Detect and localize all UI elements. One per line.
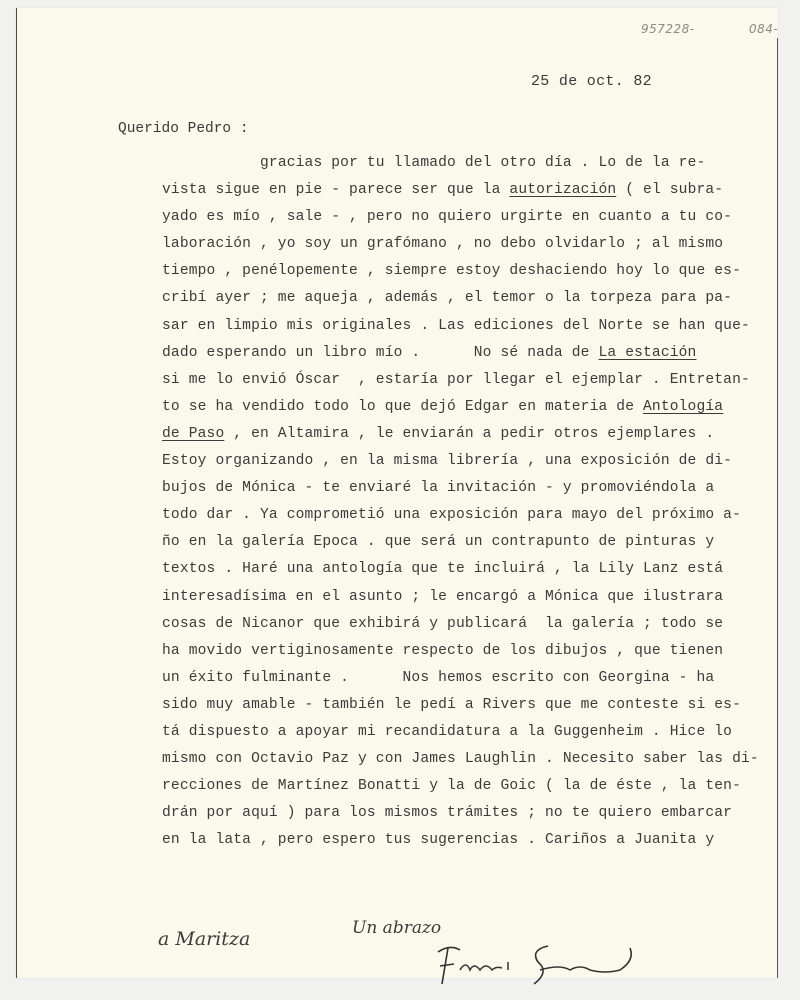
text-line xyxy=(162,475,772,502)
line-text: bujos de Mónica - te enviaré la invitación - y promoviéndola a xyxy=(162,480,715,497)
line-text: ño en la galería Epoca . que será un contrapunto de pinturas y xyxy=(162,534,715,551)
text-line xyxy=(162,611,772,638)
text-line xyxy=(162,231,772,258)
line-text: cribí ayer ; me aqueja , además , el temor o la torpeza para pa- xyxy=(162,290,733,307)
text-line xyxy=(162,502,772,529)
text-line xyxy=(162,313,772,340)
underlined-title: de Paso xyxy=(162,425,225,442)
handwritten-abrazo: Un abrazo xyxy=(352,918,442,938)
line-text: to se ha vendido todo lo que dejó Edgar en materia de xyxy=(162,398,644,415)
line-text: textos . Haré una antología que te incluirá , la Lily Lanz está xyxy=(162,561,724,578)
line-text: todo dar . Ya comprometió una exposición para mayo del próximo a- xyxy=(162,507,741,524)
text-line xyxy=(162,150,772,177)
underlined-title: La estación xyxy=(598,344,697,361)
text-line xyxy=(162,529,772,556)
line-text: dado esperando un libro mío . No sé nada de xyxy=(162,344,599,361)
text-line xyxy=(162,638,772,665)
line-text: un éxito fulminante . Nos hemos escrito con Georgina - ha xyxy=(162,669,715,686)
text-line xyxy=(162,367,772,394)
line-text: recciones de Martínez Bonatti y la de Goic ( la de éste , la ten- xyxy=(162,778,741,795)
text-line xyxy=(162,692,772,719)
line-text: tiempo , penélopemente , siempre estoy deshaciendo hoy lo que es- xyxy=(162,263,741,280)
letter-body xyxy=(162,150,772,854)
line-text: drán por aquí ) para los mismos trámites ; no te quiero embarcar xyxy=(162,805,733,822)
archive-code-folio: 084- xyxy=(749,22,779,36)
text-line xyxy=(162,800,772,827)
text-line xyxy=(162,340,772,367)
text-line xyxy=(162,556,772,583)
line-text: si me lo envió Óscar , estaría por llegar el ejemplar . Entretan- xyxy=(162,371,750,388)
line-text: Estoy organizando , en la misma librería , una exposición de di- xyxy=(162,453,733,470)
line-text: sido muy amable - también le pedí a Rivers que me conteste si es- xyxy=(162,696,741,713)
salutation: Querido Pedro : xyxy=(118,121,249,137)
letter-date: 25 de oct. 82 xyxy=(531,73,652,90)
text-line xyxy=(162,285,772,312)
text-line xyxy=(162,258,772,285)
text-line xyxy=(162,448,772,475)
line-text: tá dispuesto a apoyar mi recandidatura a la Guggenheim . Hice lo xyxy=(162,723,733,740)
handwritten-closing: a Maritza xyxy=(158,928,251,950)
line-text: laboración , yo soy un grafómano , no debo olvidarlo ; al mismo xyxy=(162,236,724,253)
line-text: vista sigue en pie - parece ser que la xyxy=(162,182,510,199)
line-text: yado es mío , sale - , pero no quiero urgirte en cuanto a tu co- xyxy=(162,209,733,226)
signature xyxy=(430,940,660,990)
text-line xyxy=(162,719,772,746)
line-text: sar en limpio mis originales . Las ediciones del Norte se han que- xyxy=(162,317,750,334)
line-text: en la lata , pero espero tus sugerencias . Cariños a Juanita y xyxy=(162,832,715,849)
line-text-after: ( el subra- xyxy=(616,182,724,199)
text-line xyxy=(162,773,772,800)
underlined-title: Antología xyxy=(643,398,724,415)
text-line xyxy=(162,746,772,773)
text-line xyxy=(162,394,772,421)
text-line xyxy=(162,584,772,611)
archive-code-primary: 957228- xyxy=(641,22,695,36)
line-text: cosas de Nicanor que exhibirá y publicará la galería ; todo se xyxy=(162,615,724,632)
line-text-after: , en Altamira , le enviarán a pedir otros ejemplares . xyxy=(224,425,715,442)
text-line xyxy=(162,204,772,231)
text-line xyxy=(162,665,772,692)
line-text: ha movido vertiginosamente respecto de los dibujos , que tienen xyxy=(162,642,724,659)
underlined-title: autorización xyxy=(509,182,617,199)
line-text: gracias por tu llamado del otro día . Lo de la re- xyxy=(260,155,706,171)
text-line xyxy=(162,177,772,204)
text-line xyxy=(162,827,772,854)
text-line xyxy=(162,421,772,448)
line-text: interesadísima en el asunto ; le encargó a Mónica que ilustrara xyxy=(162,588,724,605)
line-text: mismo con Octavio Paz y con James Laughlin . Necesito saber las di- xyxy=(162,751,759,768)
